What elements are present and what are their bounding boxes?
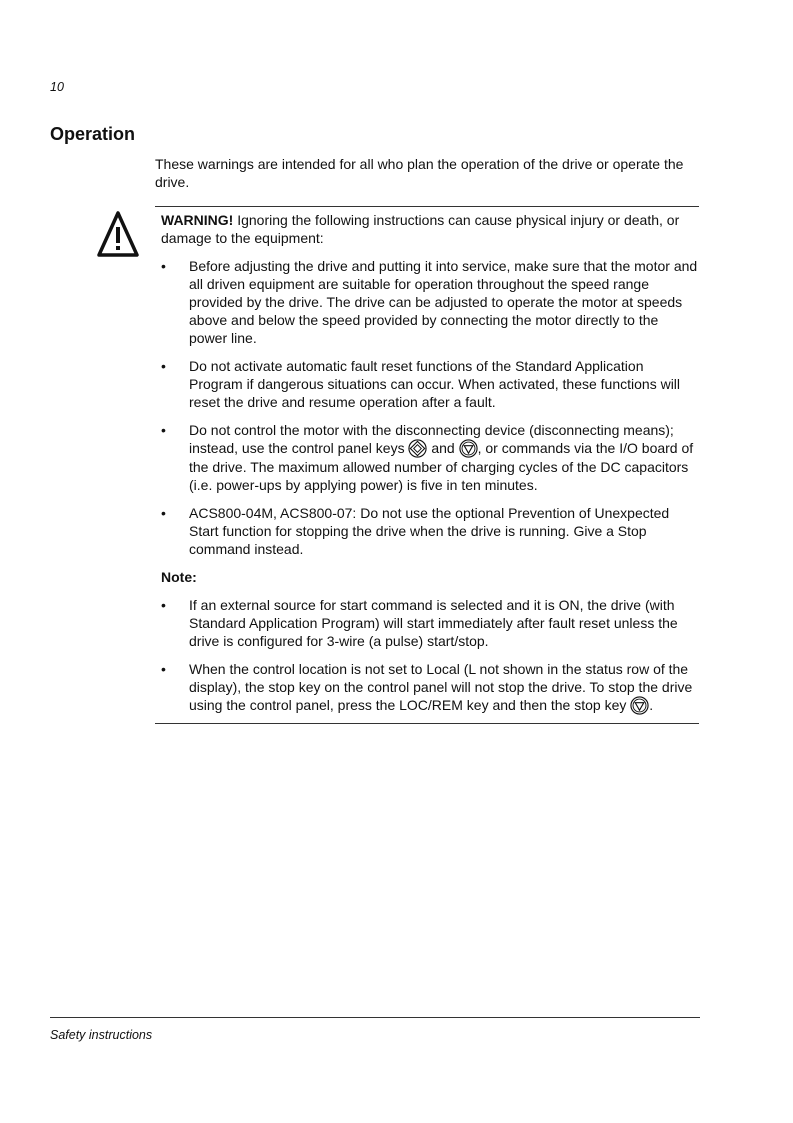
list-item (161, 660, 699, 715)
list-item-text: , or commands via the I/O board of the drive. The maximum allowed number of charging cycles of the DC capacitors (i.e. power-ups by applying power) is five in ten minutes. (189, 440, 694, 493)
list-item (161, 421, 699, 494)
warning-bottom-rule (155, 723, 699, 724)
bullet-dot: • (161, 258, 166, 274)
list-item-text: Do not control the motor with the disconnecting device (disconnecting means); instead, use the control panel keys (189, 422, 674, 456)
list-item (161, 257, 699, 347)
start-key-icon (408, 439, 427, 458)
list-item-text: ACS800-04M, ACS800-07: Do not use the optional Prevention of Unexpected Start function for stopping the drive when the drive is running. Give a Stop command instead. (189, 505, 670, 557)
list-item (161, 357, 699, 411)
footer-section-title: Safety instructions (50, 1028, 153, 1042)
list-item-text: . (649, 697, 654, 713)
list-item-text: If an external source for start command is selected and it is ON, the drive (with Standard Application Program) will start immediately after fault reset unless the drive is configured for 3-wire (a pulse) start/stop. (189, 597, 678, 649)
footer-rule (50, 1017, 700, 1018)
intro-paragraph: These warnings are intended for all who plan the operation of the drive or operate the drive. (155, 156, 684, 190)
stop-key-icon (630, 696, 649, 715)
bullet-dot: • (161, 661, 166, 677)
warning-text: Ignoring the following instructions can cause physical injury or death, or damage to the equipment: (161, 212, 680, 246)
bullet-dot: • (161, 422, 166, 438)
note-list (161, 596, 699, 715)
stop-key-icon (459, 439, 478, 458)
list-item-text: and (427, 440, 459, 456)
section-title: Operation (50, 124, 136, 144)
list-item-text: Do not activate automatic fault reset functions of the Standard Application Program if dangerous situations can occur. When activated, these functions will reset the drive and resume operation after a fault. (189, 358, 681, 410)
note-heading: Note: (161, 569, 197, 585)
bullet-dot: • (161, 597, 166, 613)
warning-intro (161, 211, 699, 247)
warning-list (161, 257, 699, 558)
warning-label: WARNING! (161, 212, 234, 228)
list-item-text: Before adjusting the drive and putting it into service, make sure that the motor and all driven equipment are suitable for operation throughout the speed range provided by the drive. The drive can be adjusted to operate the motor at speeds above and below the speed provided by connecting the motor directly to the power line. (189, 258, 698, 346)
list-item (161, 596, 699, 650)
warning-triangle-icon (96, 209, 140, 259)
list-item-text: When the control location is not set to Local (L not shown in the status row of the display), the stop key on the control panel will not stop the drive. To stop the drive using the control panel, press the LOC/REM key and then the stop key (189, 661, 693, 713)
page-number: 10 (50, 80, 64, 94)
warning-block (161, 211, 699, 715)
warning-top-rule (155, 206, 699, 207)
bullet-dot: • (161, 358, 166, 374)
bullet-dot: • (161, 505, 166, 521)
list-item (161, 504, 699, 558)
